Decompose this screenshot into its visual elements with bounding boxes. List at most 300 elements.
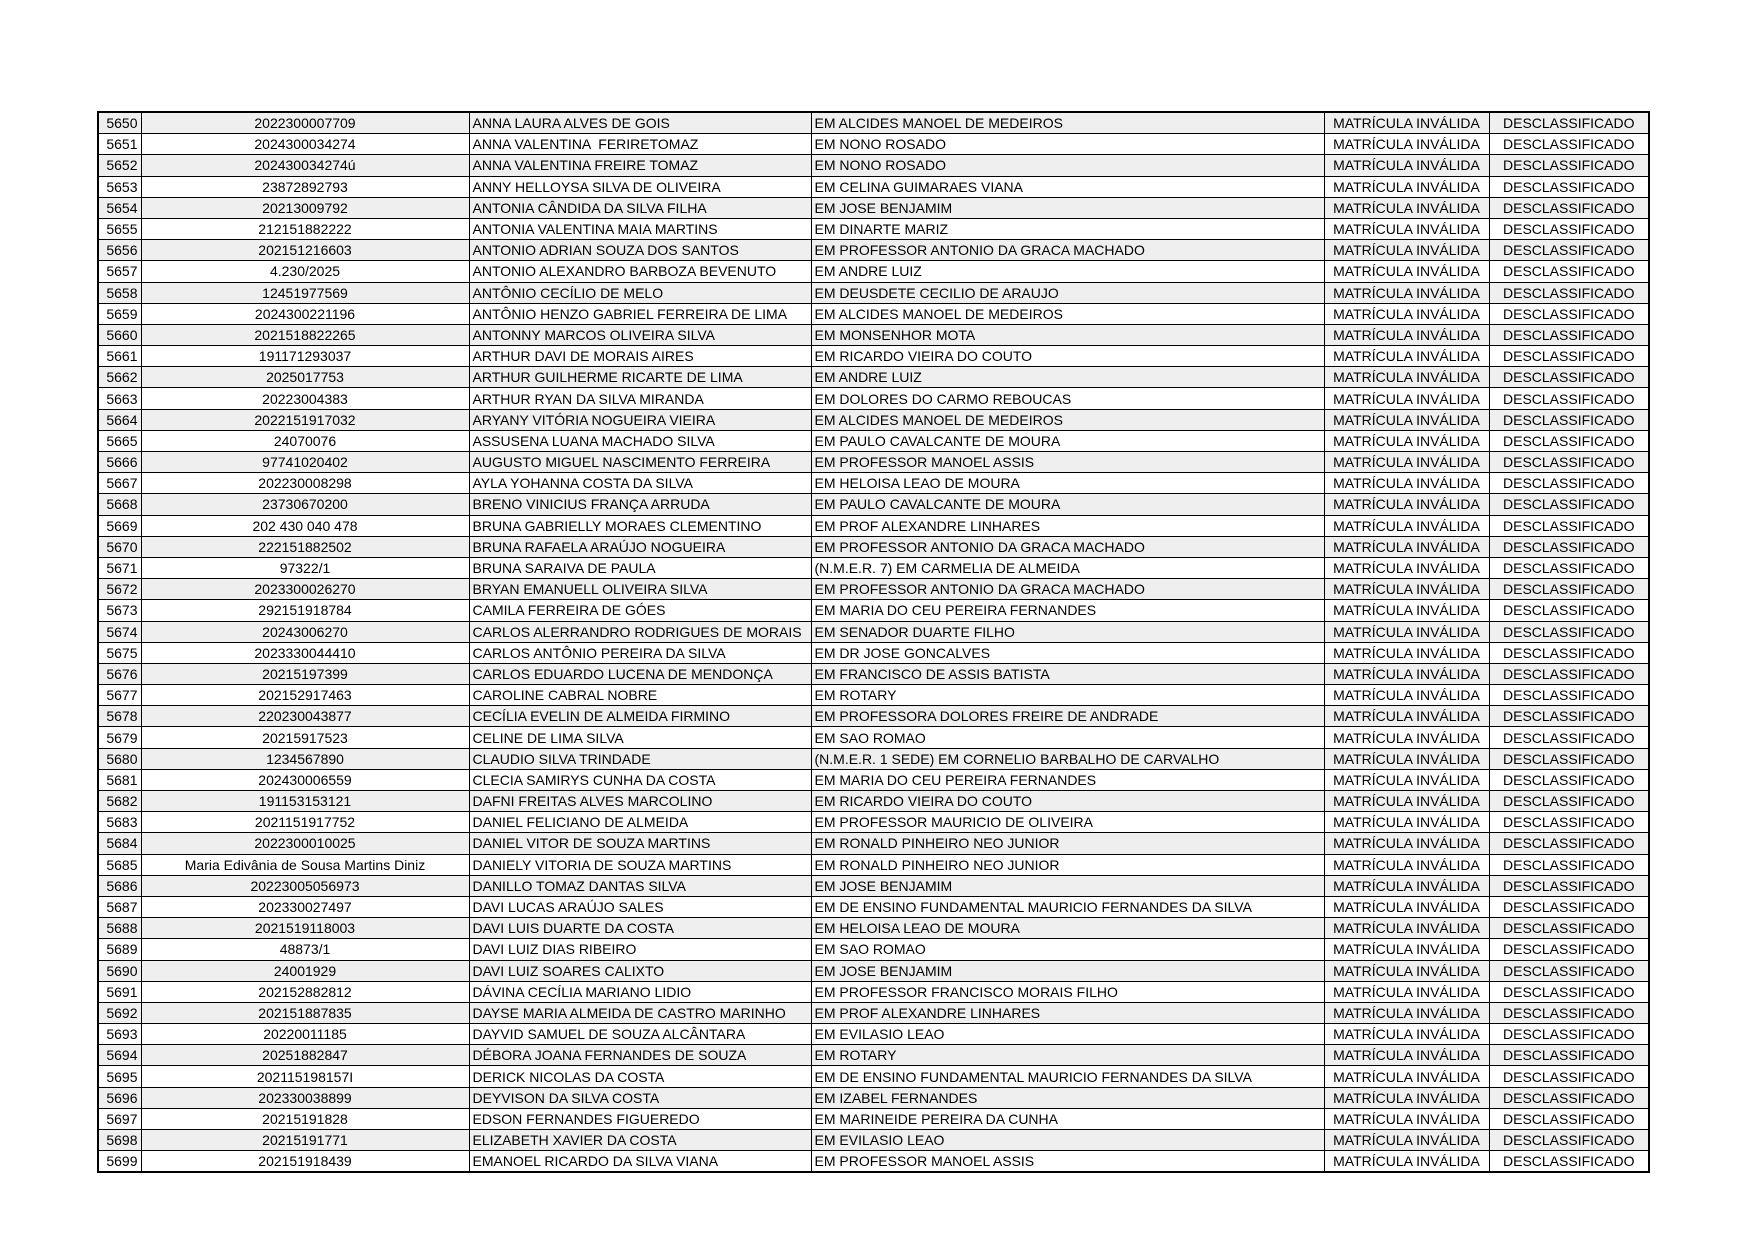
- result-cell: DESCLASSIFICADO: [1489, 261, 1649, 282]
- row-number-cell: 5651: [98, 134, 141, 155]
- row-number-cell: 5666: [98, 452, 141, 473]
- result-cell: DESCLASSIFICADO: [1489, 706, 1649, 727]
- school-cell: EM PROF ALEXANDRE LINHARES: [811, 515, 1324, 536]
- table-row: [98, 261, 1649, 282]
- row-number-cell: 5692: [98, 1002, 141, 1023]
- registration-cell: 24070076: [141, 430, 469, 451]
- status-cell: MATRÍCULA INVÁLIDA: [1324, 769, 1489, 790]
- registration-cell: 2022151917032: [141, 409, 469, 430]
- school-cell: EM MARINEIDE PEREIRA DA CUNHA: [811, 1108, 1324, 1129]
- school-cell: EM RONALD PINHEIRO NEO JUNIOR: [811, 854, 1324, 875]
- result-cell: DESCLASSIFICADO: [1489, 600, 1649, 621]
- table-row: [98, 642, 1649, 663]
- table-row: [98, 409, 1649, 430]
- registration-cell: 220230043877: [141, 706, 469, 727]
- status-cell: MATRÍCULA INVÁLIDA: [1324, 1066, 1489, 1087]
- table-row: [98, 600, 1649, 621]
- row-number-cell: 5670: [98, 536, 141, 557]
- row-number-cell: 5691: [98, 981, 141, 1002]
- student-name-cell: ELIZABETH XAVIER DA COSTA: [469, 1130, 811, 1151]
- table-row: [98, 748, 1649, 769]
- table-row: [98, 112, 1649, 134]
- registration-cell: 23730670200: [141, 494, 469, 515]
- registration-cell: 12451977569: [141, 282, 469, 303]
- student-name-cell: CARLOS ANTÔNIO PEREIRA DA SILVA: [469, 642, 811, 663]
- registration-cell: 48873/1: [141, 939, 469, 960]
- school-cell: EM MARIA DO CEU PEREIRA FERNANDES: [811, 769, 1324, 790]
- registration-cell: 202 430 040 478: [141, 515, 469, 536]
- table-row: [98, 918, 1649, 939]
- row-number-cell: 5659: [98, 303, 141, 324]
- registration-cell: 202115198157I: [141, 1066, 469, 1087]
- status-cell: MATRÍCULA INVÁLIDA: [1324, 536, 1489, 557]
- result-cell: DESCLASSIFICADO: [1489, 218, 1649, 239]
- table-row: [98, 812, 1649, 833]
- result-cell: DESCLASSIFICADO: [1489, 303, 1649, 324]
- registration-cell: 20220011185: [141, 1024, 469, 1045]
- result-cell: DESCLASSIFICADO: [1489, 939, 1649, 960]
- status-cell: MATRÍCULA INVÁLIDA: [1324, 346, 1489, 367]
- school-cell: EM PROFESSOR ANTONIO DA GRACA MACHADO: [811, 536, 1324, 557]
- table-row: [98, 854, 1649, 875]
- result-cell: DESCLASSIFICADO: [1489, 1130, 1649, 1151]
- school-cell: EM JOSE BENJAMIM: [811, 875, 1324, 896]
- result-cell: DESCLASSIFICADO: [1489, 1108, 1649, 1129]
- result-cell: DESCLASSIFICADO: [1489, 685, 1649, 706]
- table-row: [98, 1002, 1649, 1023]
- school-cell: EM HELOISA LEAO DE MOURA: [811, 473, 1324, 494]
- school-cell: EM JOSE BENJAMIM: [811, 960, 1324, 981]
- student-name-cell: BRENO VINICIUS FRANÇA ARRUDA: [469, 494, 811, 515]
- result-cell: DESCLASSIFICADO: [1489, 579, 1649, 600]
- result-cell: DESCLASSIFICADO: [1489, 1087, 1649, 1108]
- row-number-cell: 5682: [98, 791, 141, 812]
- school-cell: EM ANDRE LUIZ: [811, 261, 1324, 282]
- row-number-cell: 5653: [98, 176, 141, 197]
- results-table-body: [98, 112, 1649, 1172]
- school-cell: EM PAULO CAVALCANTE DE MOURA: [811, 494, 1324, 515]
- student-name-cell: DANILLO TOMAZ DANTAS SILVA: [469, 875, 811, 896]
- status-cell: MATRÍCULA INVÁLIDA: [1324, 854, 1489, 875]
- result-cell: DESCLASSIFICADO: [1489, 918, 1649, 939]
- student-name-cell: DÉBORA JOANA FERNANDES DE SOUZA: [469, 1045, 811, 1066]
- registration-cell: 202430006559: [141, 769, 469, 790]
- registration-cell: 20243006270: [141, 621, 469, 642]
- row-number-cell: 5655: [98, 218, 141, 239]
- school-cell: EM RICARDO VIEIRA DO COUTO: [811, 346, 1324, 367]
- table-row: [98, 663, 1649, 684]
- status-cell: MATRÍCULA INVÁLIDA: [1324, 282, 1489, 303]
- student-name-cell: ANTONIO ADRIAN SOUZA DOS SANTOS: [469, 240, 811, 261]
- table-row: [98, 515, 1649, 536]
- school-cell: (N.M.E.R. 1 SEDE) EM CORNELIO BARBALHO DE CARVALHO: [811, 748, 1324, 769]
- table-row: [98, 1130, 1649, 1151]
- student-name-cell: CECÍLIA EVELIN DE ALMEIDA FIRMINO: [469, 706, 811, 727]
- row-number-cell: 5690: [98, 960, 141, 981]
- row-number-cell: 5658: [98, 282, 141, 303]
- table-row: [98, 939, 1649, 960]
- registration-cell: 97741020402: [141, 452, 469, 473]
- table-row: [98, 706, 1649, 727]
- school-cell: EM DOLORES DO CARMO REBOUCAS: [811, 388, 1324, 409]
- student-name-cell: ANTÔNIO CECÍLIO DE MELO: [469, 282, 811, 303]
- school-cell: EM DE ENSINO FUNDAMENTAL MAURICIO FERNANDES DA SILVA: [811, 896, 1324, 917]
- registration-cell: 2024300034274: [141, 134, 469, 155]
- student-name-cell: DAVI LUIZ SOARES CALIXTO: [469, 960, 811, 981]
- status-cell: MATRÍCULA INVÁLIDA: [1324, 1002, 1489, 1023]
- student-name-cell: ANTONNY MARCOS OLIVEIRA SILVA: [469, 324, 811, 345]
- school-cell: EM PROF ALEXANDRE LINHARES: [811, 1002, 1324, 1023]
- result-cell: DESCLASSIFICADO: [1489, 473, 1649, 494]
- table-row: [98, 791, 1649, 812]
- result-cell: DESCLASSIFICADO: [1489, 134, 1649, 155]
- row-number-cell: 5677: [98, 685, 141, 706]
- table-row: [98, 875, 1649, 896]
- status-cell: MATRÍCULA INVÁLIDA: [1324, 473, 1489, 494]
- registration-cell: 2025017753: [141, 367, 469, 388]
- status-cell: MATRÍCULA INVÁLIDA: [1324, 155, 1489, 176]
- school-cell: EM ALCIDES MANOEL DE MEDEIROS: [811, 112, 1324, 134]
- student-name-cell: ANTONIA CÂNDIDA DA SILVA FILHA: [469, 197, 811, 218]
- result-cell: DESCLASSIFICADO: [1489, 1151, 1649, 1173]
- status-cell: MATRÍCULA INVÁLIDA: [1324, 621, 1489, 642]
- result-cell: DESCLASSIFICADO: [1489, 642, 1649, 663]
- row-number-cell: 5683: [98, 812, 141, 833]
- table-row: [98, 240, 1649, 261]
- result-cell: DESCLASSIFICADO: [1489, 388, 1649, 409]
- status-cell: MATRÍCULA INVÁLIDA: [1324, 1108, 1489, 1129]
- student-name-cell: DANIEL VITOR DE SOUZA MARTINS: [469, 833, 811, 854]
- student-name-cell: DAYSE MARIA ALMEIDA DE CASTRO MARINHO: [469, 1002, 811, 1023]
- school-cell: (N.M.E.R. 7) EM CARMELIA DE ALMEIDA: [811, 557, 1324, 578]
- row-number-cell: 5693: [98, 1024, 141, 1045]
- status-cell: MATRÍCULA INVÁLIDA: [1324, 812, 1489, 833]
- status-cell: MATRÍCULA INVÁLIDA: [1324, 748, 1489, 769]
- student-name-cell: EMANOEL RICARDO DA SILVA VIANA: [469, 1151, 811, 1173]
- status-cell: MATRÍCULA INVÁLIDA: [1324, 685, 1489, 706]
- row-number-cell: 5696: [98, 1087, 141, 1108]
- school-cell: EM IZABEL FERNANDES: [811, 1087, 1324, 1108]
- registration-cell: 20215197399: [141, 663, 469, 684]
- school-cell: EM ALCIDES MANOEL DE MEDEIROS: [811, 303, 1324, 324]
- school-cell: EM PROFESSORA DOLORES FREIRE DE ANDRADE: [811, 706, 1324, 727]
- registration-cell: 222151882502: [141, 536, 469, 557]
- status-cell: MATRÍCULA INVÁLIDA: [1324, 918, 1489, 939]
- row-number-cell: 5671: [98, 557, 141, 578]
- school-cell: EM PROFESSOR ANTONIO DA GRACA MACHADO: [811, 579, 1324, 600]
- table-row: [98, 430, 1649, 451]
- status-cell: MATRÍCULA INVÁLIDA: [1324, 261, 1489, 282]
- registration-cell: 4.230/2025: [141, 261, 469, 282]
- student-name-cell: ANNY HELLOYSA SILVA DE OLIVEIRA: [469, 176, 811, 197]
- student-name-cell: DÁVINA CECÍLIA MARIANO LIDIO: [469, 981, 811, 1002]
- student-name-cell: DERICK NICOLAS DA COSTA: [469, 1066, 811, 1087]
- status-cell: MATRÍCULA INVÁLIDA: [1324, 642, 1489, 663]
- school-cell: EM ROTARY: [811, 1045, 1324, 1066]
- school-cell: EM ROTARY: [811, 685, 1324, 706]
- registration-cell: 97322/1: [141, 557, 469, 578]
- table-row: [98, 1066, 1649, 1087]
- result-cell: DESCLASSIFICADO: [1489, 430, 1649, 451]
- status-cell: MATRÍCULA INVÁLIDA: [1324, 663, 1489, 684]
- student-name-cell: ANTONIA VALENTINA MAIA MARTINS: [469, 218, 811, 239]
- table-row: [98, 621, 1649, 642]
- student-name-cell: CARLOS EDUARDO LUCENA DE MENDONÇA: [469, 663, 811, 684]
- registration-cell: 20215191771: [141, 1130, 469, 1151]
- row-number-cell: 5669: [98, 515, 141, 536]
- school-cell: EM EVILASIO LEAO: [811, 1130, 1324, 1151]
- table-row: [98, 155, 1649, 176]
- status-cell: MATRÍCULA INVÁLIDA: [1324, 452, 1489, 473]
- status-cell: MATRÍCULA INVÁLIDA: [1324, 197, 1489, 218]
- result-cell: DESCLASSIFICADO: [1489, 1002, 1649, 1023]
- student-name-cell: CLAUDIO SILVA TRINDADE: [469, 748, 811, 769]
- status-cell: MATRÍCULA INVÁLIDA: [1324, 833, 1489, 854]
- school-cell: EM HELOISA LEAO DE MOURA: [811, 918, 1324, 939]
- table-row: [98, 960, 1649, 981]
- school-cell: EM CELINA GUIMARAES VIANA: [811, 176, 1324, 197]
- status-cell: MATRÍCULA INVÁLIDA: [1324, 515, 1489, 536]
- result-cell: DESCLASSIFICADO: [1489, 346, 1649, 367]
- registration-cell: 2021151917752: [141, 812, 469, 833]
- status-cell: MATRÍCULA INVÁLIDA: [1324, 218, 1489, 239]
- table-row: [98, 1108, 1649, 1129]
- registration-cell: 2021518822265: [141, 324, 469, 345]
- registration-cell: 2022300007709: [141, 112, 469, 134]
- school-cell: EM DEUSDETE CECILIO DE ARAUJO: [811, 282, 1324, 303]
- row-number-cell: 5674: [98, 621, 141, 642]
- result-cell: DESCLASSIFICADO: [1489, 240, 1649, 261]
- student-name-cell: BRYAN EMANUELL OLIVEIRA SILVA: [469, 579, 811, 600]
- school-cell: EM PROFESSOR MAURICIO DE OLIVEIRA: [811, 812, 1324, 833]
- row-number-cell: 5657: [98, 261, 141, 282]
- results-table: [97, 111, 1650, 1173]
- table-row: [98, 1087, 1649, 1108]
- registration-cell: 202330027497: [141, 896, 469, 917]
- table-row: [98, 833, 1649, 854]
- table-row: [98, 134, 1649, 155]
- table-row: [98, 218, 1649, 239]
- status-cell: MATRÍCULA INVÁLIDA: [1324, 430, 1489, 451]
- school-cell: EM RONALD PINHEIRO NEO JUNIOR: [811, 833, 1324, 854]
- status-cell: MATRÍCULA INVÁLIDA: [1324, 600, 1489, 621]
- school-cell: EM MARIA DO CEU PEREIRA FERNANDES: [811, 600, 1324, 621]
- status-cell: MATRÍCULA INVÁLIDA: [1324, 176, 1489, 197]
- student-name-cell: BRUNA SARAIVA DE PAULA: [469, 557, 811, 578]
- student-name-cell: CELINE DE LIMA SILVA: [469, 727, 811, 748]
- status-cell: MATRÍCULA INVÁLIDA: [1324, 324, 1489, 345]
- school-cell: EM ANDRE LUIZ: [811, 367, 1324, 388]
- table-row: [98, 197, 1649, 218]
- registration-cell: 2024300221196: [141, 303, 469, 324]
- row-number-cell: 5676: [98, 663, 141, 684]
- status-cell: MATRÍCULA INVÁLIDA: [1324, 579, 1489, 600]
- status-cell: MATRÍCULA INVÁLIDA: [1324, 367, 1489, 388]
- school-cell: EM SENADOR DUARTE FILHO: [811, 621, 1324, 642]
- result-cell: DESCLASSIFICADO: [1489, 536, 1649, 557]
- school-cell: EM PAULO CAVALCANTE DE MOURA: [811, 430, 1324, 451]
- row-number-cell: 5656: [98, 240, 141, 261]
- row-number-cell: 5697: [98, 1108, 141, 1129]
- student-name-cell: BRUNA RAFAELA ARAÚJO NOGUEIRA: [469, 536, 811, 557]
- row-number-cell: 5662: [98, 367, 141, 388]
- school-cell: EM DINARTE MARIZ: [811, 218, 1324, 239]
- table-row: [98, 579, 1649, 600]
- table-row: [98, 557, 1649, 578]
- result-cell: DESCLASSIFICADO: [1489, 197, 1649, 218]
- row-number-cell: 5667: [98, 473, 141, 494]
- result-cell: DESCLASSIFICADO: [1489, 1024, 1649, 1045]
- result-cell: DESCLASSIFICADO: [1489, 1066, 1649, 1087]
- table-row: [98, 1151, 1649, 1173]
- table-row: [98, 388, 1649, 409]
- student-name-cell: EDSON FERNANDES FIGUEREDO: [469, 1108, 811, 1129]
- status-cell: MATRÍCULA INVÁLIDA: [1324, 1024, 1489, 1045]
- result-cell: DESCLASSIFICADO: [1489, 282, 1649, 303]
- school-cell: EM ALCIDES MANOEL DE MEDEIROS: [811, 409, 1324, 430]
- status-cell: MATRÍCULA INVÁLIDA: [1324, 706, 1489, 727]
- student-name-cell: BRUNA GABRIELLY MORAES CLEMENTINO: [469, 515, 811, 536]
- student-name-cell: CAROLINE CABRAL NOBRE: [469, 685, 811, 706]
- status-cell: MATRÍCULA INVÁLIDA: [1324, 303, 1489, 324]
- status-cell: MATRÍCULA INVÁLIDA: [1324, 791, 1489, 812]
- result-cell: DESCLASSIFICADO: [1489, 515, 1649, 536]
- school-cell: EM SAO ROMAO: [811, 727, 1324, 748]
- row-number-cell: 5668: [98, 494, 141, 515]
- student-name-cell: DAFNI FREITAS ALVES MARCOLINO: [469, 791, 811, 812]
- result-cell: DESCLASSIFICADO: [1489, 875, 1649, 896]
- registration-cell: 23872892793: [141, 176, 469, 197]
- status-cell: MATRÍCULA INVÁLIDA: [1324, 388, 1489, 409]
- status-cell: MATRÍCULA INVÁLIDA: [1324, 240, 1489, 261]
- result-cell: DESCLASSIFICADO: [1489, 812, 1649, 833]
- student-name-cell: DAYVID SAMUEL DE SOUZA ALCÂNTARA: [469, 1024, 811, 1045]
- result-cell: DESCLASSIFICADO: [1489, 727, 1649, 748]
- student-name-cell: DAVI LUIZ DIAS RIBEIRO: [469, 939, 811, 960]
- row-number-cell: 5680: [98, 748, 141, 769]
- row-number-cell: 5679: [98, 727, 141, 748]
- school-cell: EM PROFESSOR FRANCISCO MORAIS FILHO: [811, 981, 1324, 1002]
- table-row: [98, 367, 1649, 388]
- table-row: [98, 769, 1649, 790]
- school-cell: EM MONSENHOR MOTA: [811, 324, 1324, 345]
- row-number-cell: 5672: [98, 579, 141, 600]
- registration-cell: 202151918439: [141, 1151, 469, 1173]
- result-cell: DESCLASSIFICADO: [1489, 854, 1649, 875]
- school-cell: EM EVILASIO LEAO: [811, 1024, 1324, 1045]
- student-name-cell: DANIEL FELICIANO DE ALMEIDA: [469, 812, 811, 833]
- student-name-cell: ASSUSENA LUANA MACHADO SILVA: [469, 430, 811, 451]
- student-name-cell: DAVI LUCAS ARAÚJO SALES: [469, 896, 811, 917]
- registration-cell: 2022300010025: [141, 833, 469, 854]
- row-number-cell: 5695: [98, 1066, 141, 1087]
- registration-cell: 202330038899: [141, 1087, 469, 1108]
- student-name-cell: ANTÔNIO HENZO GABRIEL FERREIRA DE LIMA: [469, 303, 811, 324]
- result-cell: DESCLASSIFICADO: [1489, 748, 1649, 769]
- student-name-cell: ARYANY VITÓRIA NOGUEIRA VIEIRA: [469, 409, 811, 430]
- row-number-cell: 5689: [98, 939, 141, 960]
- status-cell: MATRÍCULA INVÁLIDA: [1324, 1130, 1489, 1151]
- row-number-cell: 5678: [98, 706, 141, 727]
- status-cell: MATRÍCULA INVÁLIDA: [1324, 1045, 1489, 1066]
- table-row: [98, 896, 1649, 917]
- student-name-cell: ANNA LAURA ALVES DE GOIS: [469, 112, 811, 134]
- table-row: [98, 1024, 1649, 1045]
- registration-cell: 202151216603: [141, 240, 469, 261]
- school-cell: EM FRANCISCO DE ASSIS BATISTA: [811, 663, 1324, 684]
- status-cell: MATRÍCULA INVÁLIDA: [1324, 409, 1489, 430]
- result-cell: DESCLASSIFICADO: [1489, 960, 1649, 981]
- registration-cell: 212151882222: [141, 218, 469, 239]
- result-cell: DESCLASSIFICADO: [1489, 557, 1649, 578]
- row-number-cell: 5652: [98, 155, 141, 176]
- student-name-cell: ANNA VALENTINA FREIRE TOMAZ: [469, 155, 811, 176]
- row-number-cell: 5661: [98, 346, 141, 367]
- table-row: [98, 303, 1649, 324]
- result-cell: DESCLASSIFICADO: [1489, 1045, 1649, 1066]
- registration-cell: 191153153121: [141, 791, 469, 812]
- status-cell: MATRÍCULA INVÁLIDA: [1324, 557, 1489, 578]
- student-name-cell: AUGUSTO MIGUEL NASCIMENTO FERREIRA: [469, 452, 811, 473]
- school-cell: EM DE ENSINO FUNDAMENTAL MAURICIO FERNANDES DA SILVA: [811, 1066, 1324, 1087]
- school-cell: EM JOSE BENJAMIM: [811, 197, 1324, 218]
- result-cell: DESCLASSIFICADO: [1489, 769, 1649, 790]
- status-cell: MATRÍCULA INVÁLIDA: [1324, 112, 1489, 134]
- result-cell: DESCLASSIFICADO: [1489, 621, 1649, 642]
- student-name-cell: ARTHUR GUILHERME RICARTE DE LIMA: [469, 367, 811, 388]
- row-number-cell: 5681: [98, 769, 141, 790]
- status-cell: MATRÍCULA INVÁLIDA: [1324, 494, 1489, 515]
- result-cell: DESCLASSIFICADO: [1489, 896, 1649, 917]
- registration-cell: 292151918784: [141, 600, 469, 621]
- result-cell: DESCLASSIFICADO: [1489, 409, 1649, 430]
- school-cell: EM DR JOSE GONCALVES: [811, 642, 1324, 663]
- table-row: [98, 346, 1649, 367]
- table-row: [98, 727, 1649, 748]
- registration-cell: 20223004383: [141, 388, 469, 409]
- row-number-cell: 5654: [98, 197, 141, 218]
- result-cell: DESCLASSIFICADO: [1489, 663, 1649, 684]
- registration-cell: 202430034274ú: [141, 155, 469, 176]
- school-cell: EM NONO ROSADO: [811, 134, 1324, 155]
- table-row: [98, 282, 1649, 303]
- table-row: [98, 176, 1649, 197]
- row-number-cell: 5686: [98, 875, 141, 896]
- registration-cell: 24001929: [141, 960, 469, 981]
- student-name-cell: ANNA VALENTINA FERIRETOMAZ: [469, 134, 811, 155]
- registration-cell: 2021519118003: [141, 918, 469, 939]
- result-cell: DESCLASSIFICADO: [1489, 494, 1649, 515]
- registration-cell: 20251882847: [141, 1045, 469, 1066]
- result-cell: DESCLASSIFICADO: [1489, 452, 1649, 473]
- registration-cell: 2023300026270: [141, 579, 469, 600]
- registration-cell: 20215191828: [141, 1108, 469, 1129]
- student-name-cell: DEYVISON DA SILVA COSTA: [469, 1087, 811, 1108]
- registration-cell: 20223005056973: [141, 875, 469, 896]
- status-cell: MATRÍCULA INVÁLIDA: [1324, 896, 1489, 917]
- table-row: [98, 685, 1649, 706]
- registration-cell: 191171293037: [141, 346, 469, 367]
- school-cell: EM PROFESSOR ANTONIO DA GRACA MACHADO: [811, 240, 1324, 261]
- student-name-cell: AYLA YOHANNA COSTA DA SILVA: [469, 473, 811, 494]
- row-number-cell: 5665: [98, 430, 141, 451]
- row-number-cell: 5650: [98, 112, 141, 134]
- status-cell: MATRÍCULA INVÁLIDA: [1324, 981, 1489, 1002]
- student-name-cell: CAMILA FERREIRA DE GÓES: [469, 600, 811, 621]
- table-row: [98, 1045, 1649, 1066]
- registration-cell: 20213009792: [141, 197, 469, 218]
- row-number-cell: 5673: [98, 600, 141, 621]
